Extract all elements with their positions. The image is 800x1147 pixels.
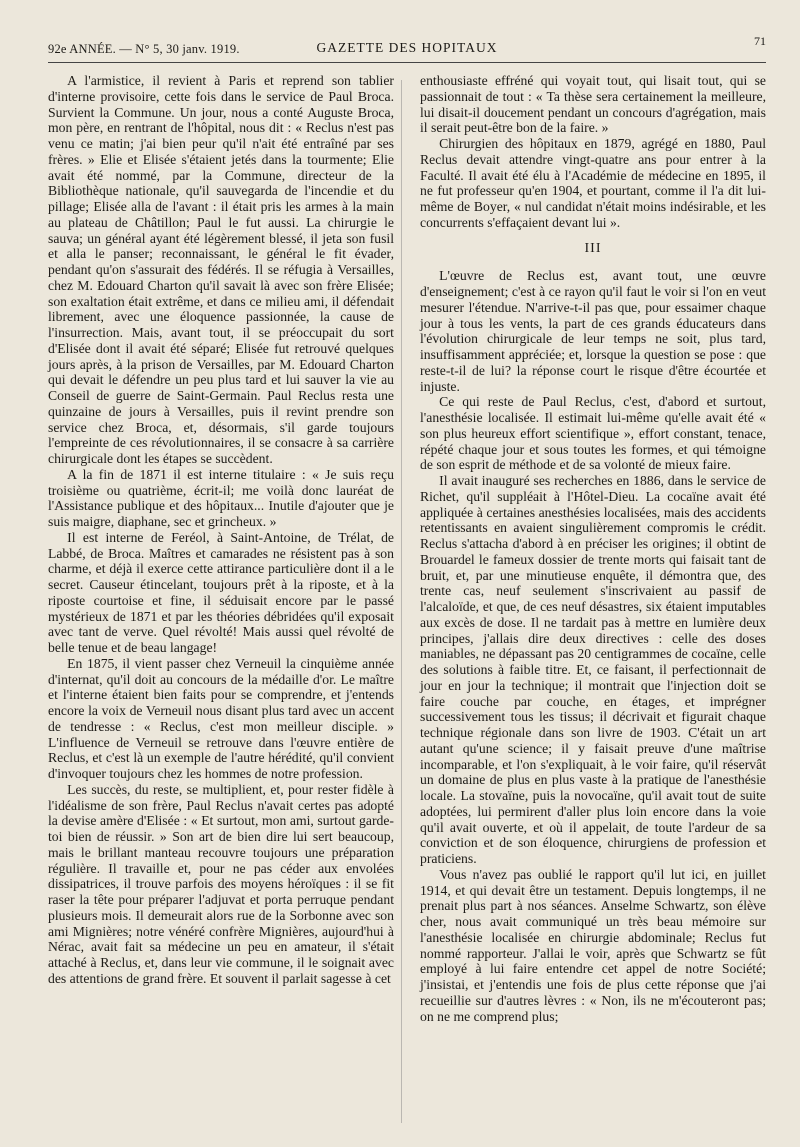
- right-column: [420, 73, 766, 1024]
- left-column: [48, 73, 394, 1024]
- running-header: [48, 30, 766, 63]
- column-divider: [401, 80, 402, 1123]
- paragraph: Chirurgien des hôpitaux en 1879, agrégé en 1880, Paul Reclus devait attendre vingt-quatre ans pour entrer à la Faculté. Il avait été élu à l'Académie de médecine en 1895, il ne fut professeur qu'en 1904, et pourtant, comme il l'a dit lui-même de Boyer, « nul candidat n'était moins indésirable, et les concurrents s'effaçaient devant lui ».: [420, 136, 766, 230]
- paragraph: Il est interne de Feréol, à Saint-Antoine, de Trélat, de Labbé, de Broca. Maîtres et camarades ne résistent pas à son charme, et déjà il exerce cette attirance particulière dont il a le secret. Causeur étincelant, toujours prêt à la riposte, et à la riposte courtoise et fine, il séduisait encore par le passé mystérieux de 1871 et par les théories débridées qu'il exposait avec tant de verve. Quel révolté! Mais aussi quel révolté de belle tenue et de beau langage!: [48, 529, 394, 655]
- paragraph: enthousiaste effréné qui voyait tout, qui lisait tout, qui se passionnait de tout : « Ta thèse sera certainement la meilleure, lui disait-il doucement pendant un concours d'agrégation, mais il serait peut-être bon de la faire. »: [420, 73, 766, 136]
- paragraph: A la fin de 1871 il est interne titulaire : « Je suis reçu troisième ou quatrième, écrit-il; me voilà donc lauréat de l'Assistance publique et des hôpitaux... Inutile d'ajouter que je suis maigre, diaphane, sec et grincheux. »: [48, 466, 394, 529]
- paragraph: Les succès, du reste, se multiplient, et, pour rester fidèle à l'idéalisme de son frère, Paul Reclus n'avait certes pas adopté la devise amère d'Elisée : « Et surtout, mon ami, surtout garde-toi bien de réussir. » Son art de bien dire lui sert beaucoup, mais le brillant manteau recouvre toujours une préparation régulière. Il travaille et, pour ne pas céder aux envolées dissipatrices, il trouve parfois des moyens héroïques : il se fit raser la tête pour préparer l'adjuvat et porta perruque pendant plusieurs mois. Il demeurait alors rue de la Sorbonne avec son ami Mignières; notre vénéré confrère Mignières, aujourd'hui à Nérac, avait fait sa médecine un peu en amateur, il s'était attaché à Reclus, et, dans leur vie commune, il le soignait avec des attentions de grand frère. Et souvent il parlait sagesse à cet: [48, 781, 394, 986]
- paragraph: Il avait inauguré ses recherches en 1886, dans le service de Richet, qu'il suppléait à l'Hôtel-Dieu. La cocaïne avait été appliquée à certaines anesthésies localisées, mais des accidents retentissants en avaient singulièrement compromis le crédit. Reclus s'attacha d'abord à en préciser les origines; il obtint de Brouardel le fameux dossier de trente morts qui faisait tant de bruit, et, par une minutieuse enquête, il démontra que, des trente cas, neuf seulement s'inscrivaient au passif de l'alcaloïde, et que, de ces neuf désastres, six étaient imputables aux excès de dose. Il ne tardait pas à mettre en lumière deux principes, j'allais dire deux directives : celle des doses maniables, ne dépassant pas 20 centigrammes de cocaïne, celle des solutions à faible titre. Et, ce faisant, il perfectionnait de jour en jour la technique; il montrait que l'injection doit se faire couche par couche, en étages, et imprégner successivement tous les tissus; il décrivait et figurait chaque technique régionale dans son livre de 1903. C'était un art autant qu'une science; il y faisait preuve d'une maîtrise incomparable, et l'on s'expliquait, à le voir faire, qu'il réservât un domaine de plus en plus vaste à la pratique de l'anesthésie locale. La stovaïne, puis la novocaïne, qu'il avait tout de suite adoptées, lui permirent d'aller plus loin encore dans la voie qu'il avait ouverte, et où il appelait, de toute l'ardeur de sa conviction et de son éloquence, chirurgiens de profession et praticiens.: [420, 473, 766, 866]
- section-heading: III: [584, 240, 602, 256]
- paragraph: Ce qui reste de Paul Reclus, c'est, d'abord et surtout, l'anesthésie localisée. Il estimait lui-même qu'elle avait été « son plus heureux effort scientifique », effort constant, tenace, répété chaque jour et sous toutes les formes, et qui témoigne de son esprit de méthode et de sa volonté de mieux faire.: [420, 394, 766, 473]
- text-columns: [48, 73, 766, 1024]
- paragraph: En 1875, il vient passer chez Verneuil la cinquième année d'internat, qu'il doit au concours de la médaille d'or. Le maître et l'interne étaient bien faits pour se comprendre, et j'entends encore la voix de Verneuil nous disant plus tard avec un accent de tendresse : « Reclus, c'est mon meilleur disciple. » L'influence de Verneuil se retrouve dans l'œuvre entière de Reclus, et c'est là un exemple de l'autre hérédité, qu'il convient d'invoquer toujours chez les hommes de notre profession.: [48, 655, 394, 781]
- paragraph: L'œuvre de Reclus est, avant tout, une œuvre d'enseignement; c'est à ce rayon qu'il faut le voir si l'on en veut mesurer l'étendue. N'arrive-t-il pas que, pour essaimer chaque jour à tous les vents, la part de ces grands éducateurs dans l'évolution chirurgicale de leur temps ne soit, plus tard, insuffisamment appréciée; et, lorsque la question se pose : que reste-t-il de lui? la réponse court le risque d'être écourtée et injuste.: [420, 268, 766, 394]
- issue-info: 92e ANNÉE. — N° 5, 30 janv. 1919.: [48, 42, 240, 56]
- journal-title: GAZETTE DES HOPITAUX: [316, 40, 498, 55]
- paragraph: A l'armistice, il revient à Paris et reprend son tablier d'interne provisoire, cette fois dans le service de Paul Broca. Survient la Commune. Un jour, nous a conté Auguste Broca, mon père, en rentrant de l'hôpital, nous dit : « Reclus n'est pas venu ce matin; j'ai bien peur qu'il n'ait été entraîné par ses frères. » Elie et Elisée s'étaient jetés dans la tourmente; Elie avait été nommé, par la Commune, directeur de la Bibliothèque nationale, qu'il sauvegarda de l'incendie et du pillage; Elisée alla de l'avant : il était pris les armes à la main au plateau de Châtillon; Paul le fut aussi. La chirurgie le sauva; un général ayant été légèrement blessé, il jeta son fusil et alla le panser; reconnaissant, le général le fit évader, pendant qu'on s'assurait des fédérés. Il se réfugia à Versailles, chez M. Edouard Charton qu'il savait là avec son frère Elisée; son exaltation était extrême, et dans ce milieu ami, il défendait librement, avec une éloquence passionnée, la cause de l'insurrection. Mais, avant tout, il se préoccupait du sort d'Elisée dont il avait été séparé; Elisée fut retrouvé quelques jours après, à la prison de Versailles, par M. Edouard Charton qui devait le défendre un peu plus tard et lui sauver la vie au Conseil de guerre de Saint-Germain. Paul Reclus resta une quinzaine de jours à Versailles, puis il revint prendre son service chez Broca, et, désormais, s'il garde toujours l'empreinte de ces révolutionnaires, il se consacre à sa carrière chirurgicale dont les étapes se succèdent.: [48, 73, 394, 466]
- page-number: 71: [754, 34, 766, 48]
- paragraph: Vous n'avez pas oublié le rapport qu'il lut ici, en juillet 1914, et qui devait être un testament. Depuis longtemps, il ne prenait plus part à nos séances. Anselme Schwartz, son élève cher, nous avait communiqué un très beau mémoire sur l'anesthésie localisée en chirurgie abdominale; Reclus fut nommé rapporteur. J'allai le voir, après que Schwartz se fût employé à lui faire entendre cet appel de notre Société; j'insistai, et j'entendis une fois de plus cette réponse que j'ai recueillie sur d'autres lèvres : « Non, ils ne m'écouteront pas; on ne me comprend plus;: [420, 866, 766, 1024]
